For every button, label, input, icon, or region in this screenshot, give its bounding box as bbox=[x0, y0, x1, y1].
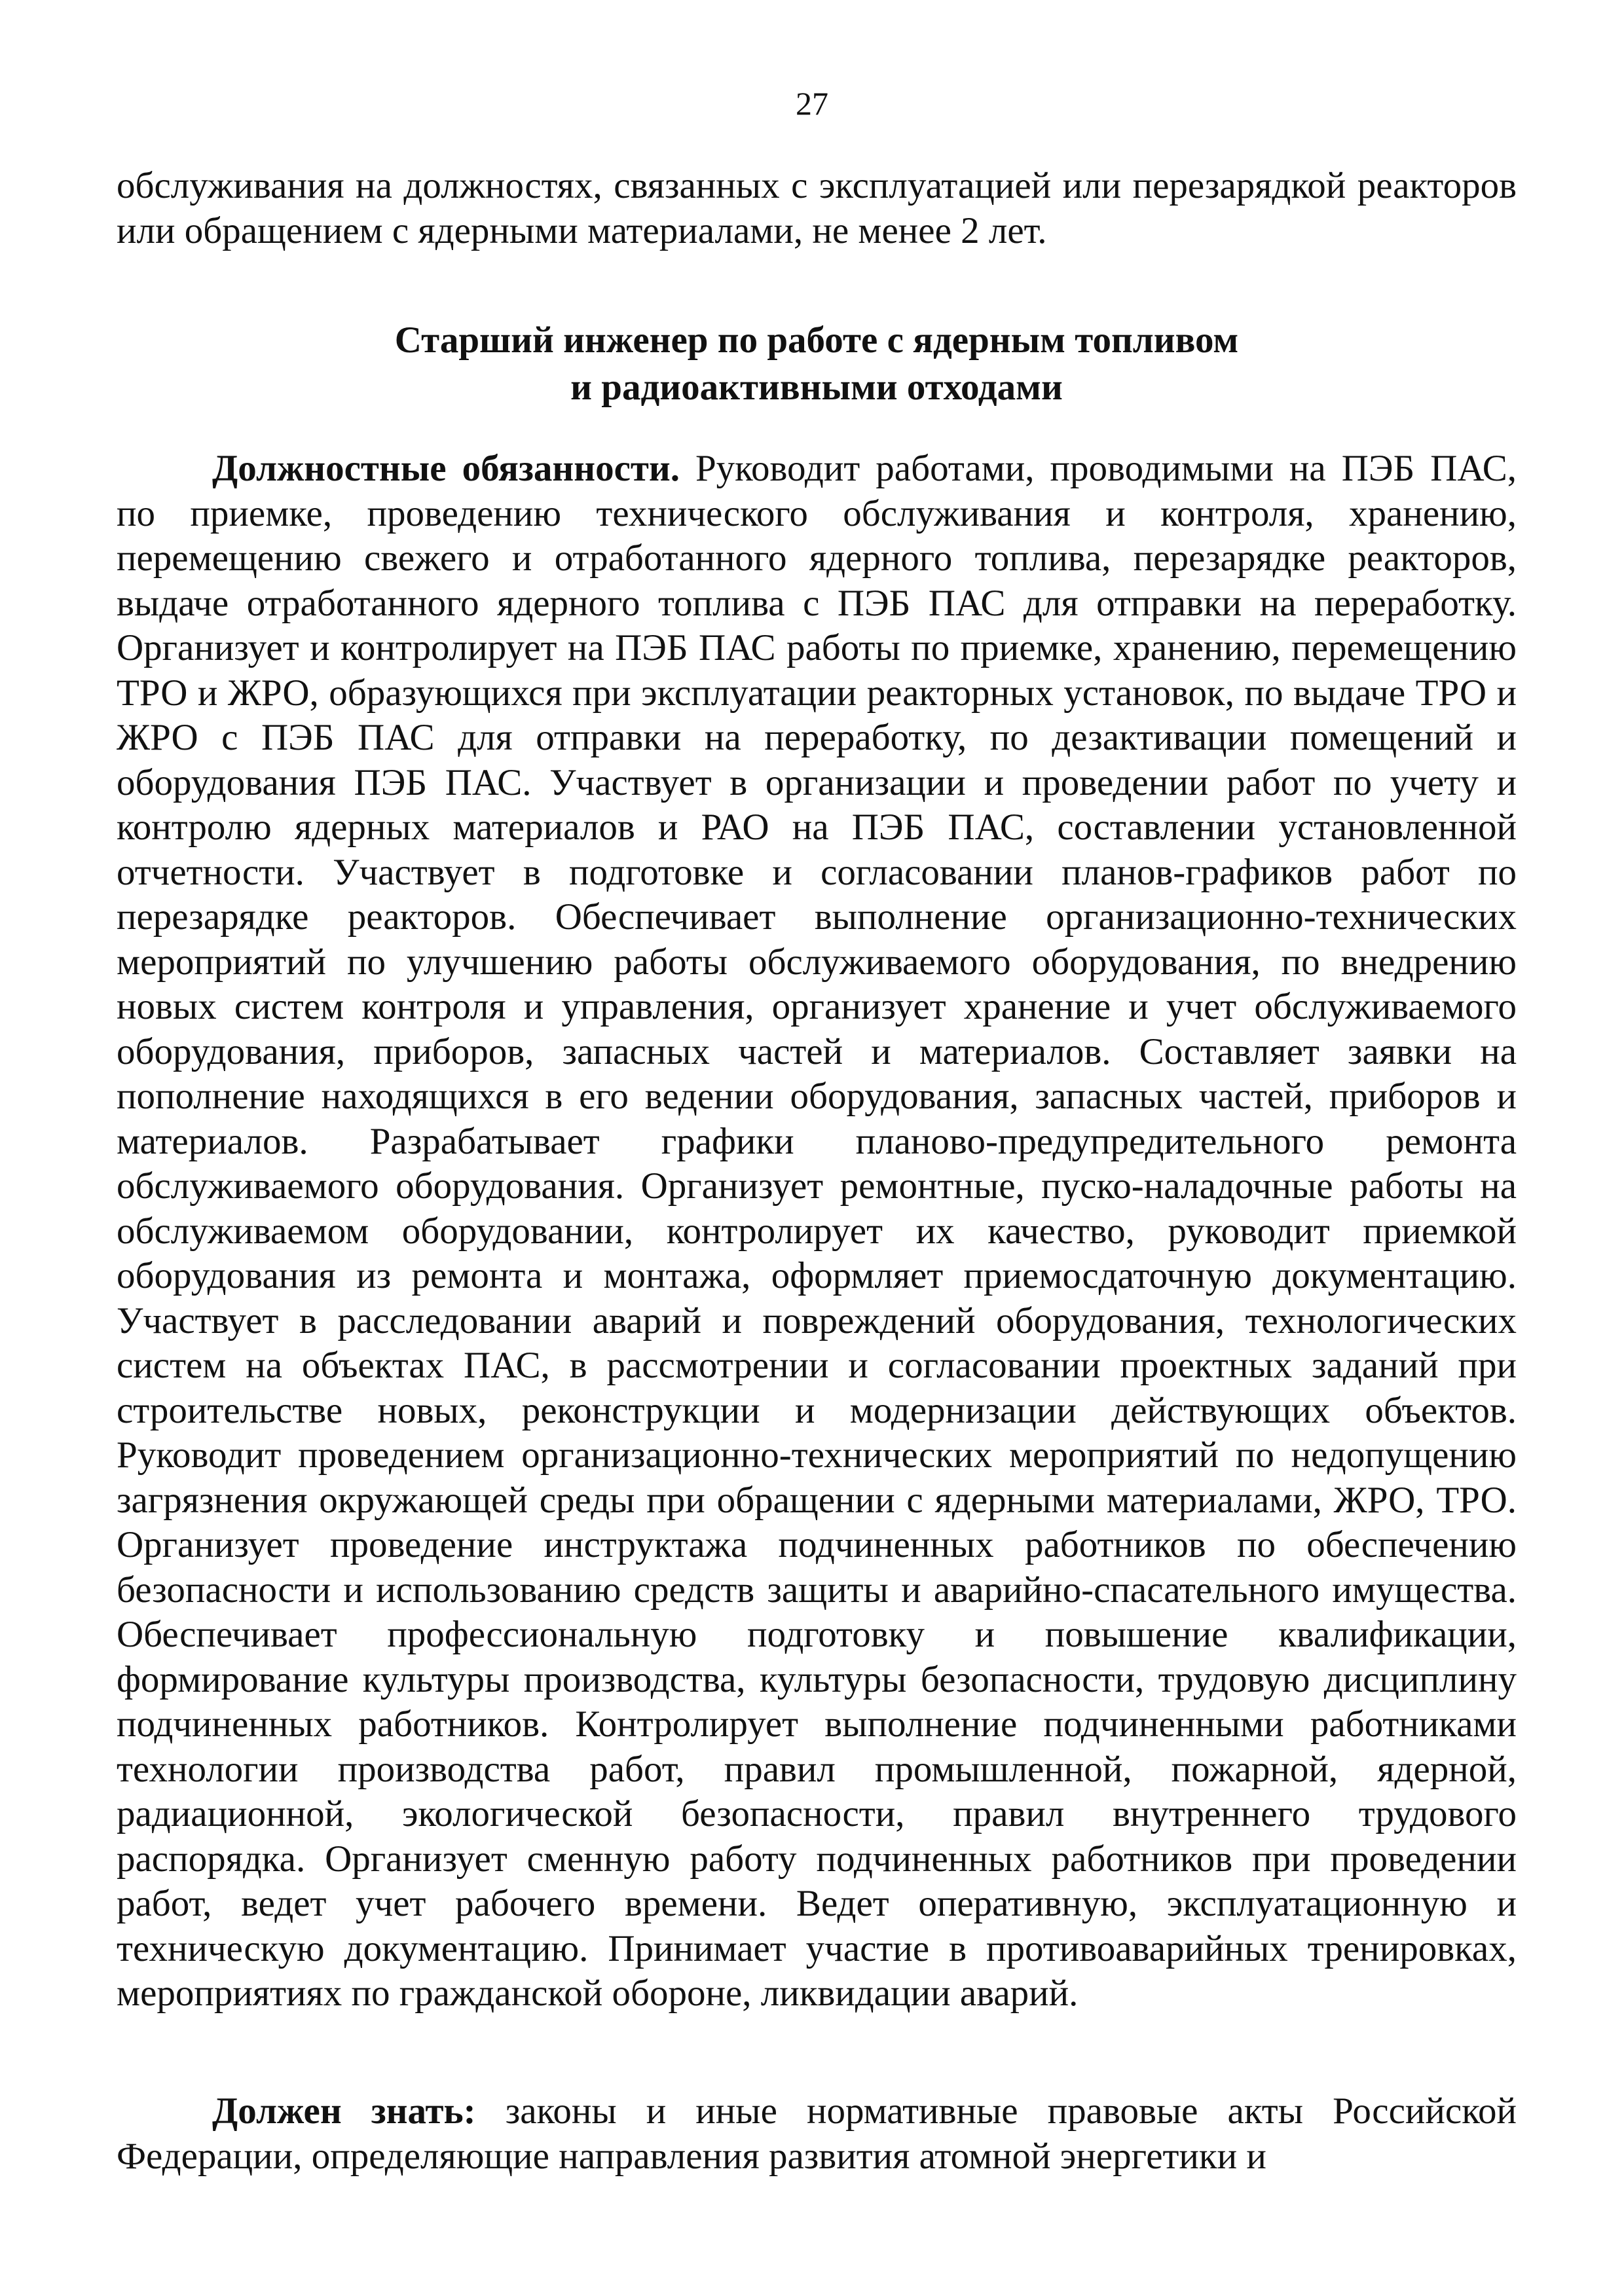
knowledge-lead: Должен знать: bbox=[212, 2090, 476, 2132]
knowledge-paragraph bbox=[117, 2089, 1517, 2179]
intro-paragraph: обслуживания на должностях, связанных с эксплуатацией или перезарядкой реакторов или обращением с ядерными материалами, не менее 2 лет. bbox=[117, 165, 1517, 251]
duties-lead: Должностные обязанности. bbox=[212, 448, 680, 489]
section-heading-line-2: и радиоактивными отходами bbox=[570, 367, 1063, 408]
section-heading bbox=[117, 317, 1517, 411]
duties-text: Руководит работами, проводимыми на ПЭБ ПАС, по приемке, проведению технического обслуживания и контроля, хранению, перемещению свежего и отработанного ядерного топлива, перезарядке реакторов, выдаче отработанного ядерного топлива с ПЭБ ПАС для отправки на переработку. Организует и контролирует на ПЭБ ПАС работы по приемке, хранению, перемещению ТРО и ЖРО, образующихся при эксплуатации реакторных установок, по выдаче ТРО и ЖРО с ПЭБ ПАС для отправки на переработку, по дезактивации помещений и оборудования ПЭБ ПАС. Участвует в организации и проведении работ по учету и контролю ядерных материалов и РАО на ПЭБ ПАС, составлении установленной отчетности. Участвует в подготовке и согласовании планов-графиков работ по перезарядке реакторов. Обеспечивает выполнение организационно-технических мероприятий по улучшению работы обслуживаемого оборудования, по внедрению новых систем контроля и управления, организует хранение и учет обслуживаемого оборудования, приборов, запасных частей и материалов. Составляет заявки на пополнение находящихся в его ведении оборудования, запасных частей, приборов и материалов. Разрабатывает графики планово-предупредительного ремонта обслуживаемого оборудования. Организует ремонтные, пуско-наладочные работы на обслуживаемом оборудовании, контролирует их качество, руководит приемкой оборудования из ремонта и монтажа, оформляет приемосдаточную документацию. Участвует в расследовании аварий и повреждений оборудования, технологических систем на объектах ПАС, в рассмотрении и согласовании проектных заданий при строительстве новых, реконструкции и модернизации действующих объектов. Руководит проведением организационно-технических мероприятий по недопущению загрязнения окружающей среды при обращении с ядерными материалами, ЖРО, ТРО. Организует проведение инструктажа подчиненных работников по обеспечению безопасности и использованию средств защиты и аварийно-спасательного имущества. Обеспечивает профессиональную подготовку и повышение квалификации, формирование культуры производства, культуры безопасности, трудовую дисциплину подчиненных работников. Контролирует выполнение подчиненными работниками технологии производства работ, правил промышленной, пожарной, ядерной, радиационной, экологической безопасности, правил внутреннего трудового распорядка. Организует сменную работу подчиненных работников при проведении работ, ведет учет рабочего времени. Ведет оперативную, эксплуатационную и техническую документацию. Принимает участие в противоаварийных тренировках, мероприятиях по гражданской обороне, ликвидации аварий. bbox=[117, 448, 1517, 2014]
section-heading-line-1: Старший инженер по работе с ядерным топливом bbox=[394, 319, 1239, 361]
page-number: 27 bbox=[796, 85, 828, 122]
knowledge-text: законы и иные нормативные правовые акты Российской Федерации, определяющие направления развития атомной энергетики и bbox=[117, 2090, 1517, 2177]
duties-paragraph bbox=[117, 446, 1517, 2016]
